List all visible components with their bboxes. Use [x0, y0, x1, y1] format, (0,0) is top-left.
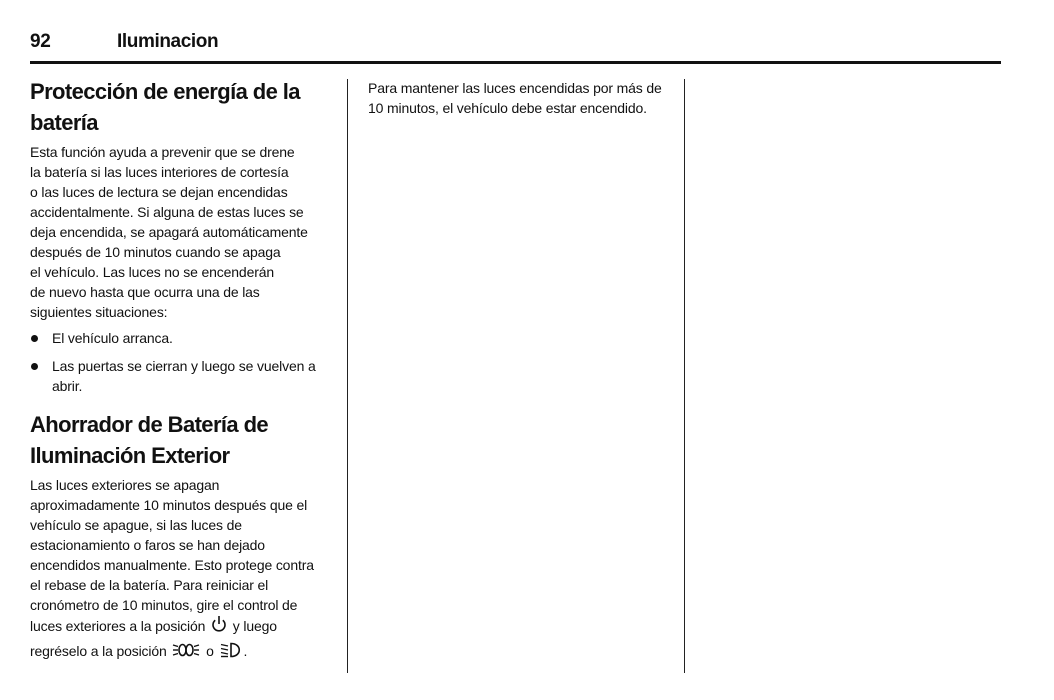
- left-column: [30, 76, 332, 665]
- text-line: y luego: [232, 618, 277, 634]
- list-item-text: El vehículo arranca.: [52, 330, 173, 346]
- bullet-icon: [31, 363, 38, 370]
- heading-battery-protection-line1: Protección de energía de la: [30, 79, 300, 104]
- page-header: [30, 31, 1001, 61]
- text-line: o las luces de lectura se dejan encendidas: [30, 184, 288, 200]
- conditions-list: [30, 328, 332, 396]
- list-item: [30, 356, 332, 396]
- text-line: siguientes situaciones:: [30, 304, 168, 320]
- low-beam-headlamp-icon: [220, 642, 242, 665]
- list-item-text: Las puertas se cierran y luego se vuelven a abrir.: [52, 358, 316, 394]
- text-line: después de 10 minutos cuando se apaga: [30, 244, 281, 260]
- text-line: cronómetro de 10 minutos, gire el control de: [30, 597, 298, 613]
- middle-column: [368, 78, 668, 118]
- text-line: deja encendida, se apagará automáticamente: [30, 224, 308, 240]
- chapter-title: Iluminacion: [117, 31, 219, 52]
- power-off-icon: [211, 615, 227, 640]
- heading-battery-protection-line2: batería: [30, 110, 98, 135]
- text-line: regréselo a la posición: [30, 643, 167, 659]
- text-line: de nuevo hasta que ocurra una de las: [30, 284, 260, 300]
- heading-battery-protection: [30, 76, 332, 138]
- text-line: Esta función ayuda a prevenir que se drene: [30, 144, 295, 160]
- text-line: Las luces exteriores se apagan: [30, 477, 220, 493]
- text-line: luces exteriores a la posición: [30, 618, 206, 634]
- header-rule: [30, 61, 1001, 64]
- keep-lights-paragraph: [368, 78, 668, 118]
- battery-protection-paragraph: [30, 142, 332, 322]
- bullet-icon: [31, 335, 38, 342]
- text-line: encendidos manualmente. Esto protege contra: [30, 557, 314, 573]
- text-line: o: [206, 643, 214, 659]
- list-item: [30, 328, 332, 348]
- column-divider-right: [684, 79, 685, 673]
- text-line: el rebase de la batería. Para reiniciar el: [30, 577, 269, 593]
- text-line: accidentalmente. Si alguna de estas luces se: [30, 204, 304, 220]
- text-line: estacionamiento o faros se han dejado: [30, 537, 265, 553]
- text-line: Para mantener las luces encendidas por más de: [368, 80, 662, 96]
- text-line: aproximadamente 10 minutos después que el: [30, 497, 308, 513]
- text-line: .: [243, 643, 248, 659]
- text-line: 10 minutos, el vehículo debe estar encendido.: [368, 100, 647, 116]
- exterior-saver-paragraph-tail: [30, 615, 332, 665]
- page-number: 92: [30, 31, 51, 52]
- text-line: el vehículo. Las luces no se encenderán: [30, 264, 274, 280]
- heading-exterior-saver-line2: Iluminación Exterior: [30, 443, 230, 468]
- text-line: vehículo se apague, si las luces de: [30, 517, 242, 533]
- column-divider-left: [347, 79, 348, 673]
- heading-exterior-saver-line1: Ahorrador de Batería de: [30, 412, 269, 437]
- text-line: la batería si las luces interiores de cortesía: [30, 164, 289, 180]
- exterior-saver-paragraph: [30, 475, 332, 615]
- parking-lamps-icon: [172, 642, 200, 665]
- heading-exterior-saver: [30, 409, 332, 471]
